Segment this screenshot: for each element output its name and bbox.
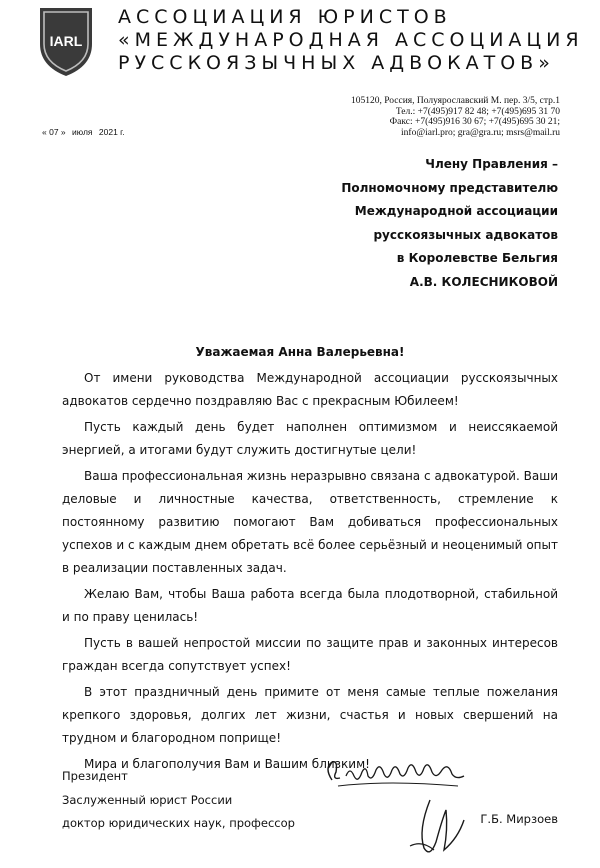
body-paragraph: Мира и благополучия Вам и Вашим близким! (84, 757, 370, 771)
letter-body (62, 367, 558, 779)
addressee-name: А.В. КОЛЕСНИКОВОЙ (409, 274, 558, 289)
contact-address: 105120, Россия, Полуярославский М. пер. 3/5, стр.1 (351, 96, 560, 106)
body-paragraph: Пусть в вашей непростой миссии по защите прав и законных интересов граждан всегда сопутствует успех! (62, 636, 558, 673)
body-paragraph: Пусть каждый день будет наполнен оптимизмом и неиссякаемой энергией, а итогами будут служить достигнутые цели! (62, 420, 558, 457)
contact-phone: Тел.: +7(495)917 82 48; +7(495)695 31 70 (395, 106, 560, 117)
body-paragraph: В этот праздничный день примите от меня самые теплые пожелания крепкого здоровья, долгих лет жизни, счастья и новых свершений на трудном и благородном поприще! (62, 685, 558, 745)
addressee-line-4: русскоязычных адвокатов (373, 227, 558, 242)
body-paragraph: Ваша профессиональная жизнь неразрывно связана с адвокатурой. Ваши деловые и личностные качества, ответственность, стремление к постоянному развитию помогают Вам добиваться профессиональных успехов и с каждым днем обретать всё более серьёзный и неоценимый опыт в реализации поставленных задач. (62, 469, 558, 575)
logo-text: IARL (49, 33, 83, 49)
addressee-block (341, 153, 558, 294)
date-year: 2021 г. (98, 127, 125, 137)
addressee-line-5: в Королевстве Бельгия (396, 251, 558, 265)
org-name-line-1: АССОЦИАЦИЯ ЮРИСТОВ (118, 6, 452, 28)
date-month: июля (72, 127, 93, 137)
signatory-title-2: Заслуженный юрист России (62, 792, 233, 807)
addressee-line-3: Международной ассоциации (354, 204, 558, 218)
addressee-line-1: Члену Правления – (425, 157, 558, 171)
letter-date (42, 127, 129, 137)
body-paragraph: Желаю Вам, чтобы Ваша работа всегда была плодотворной, стабильной и по праву ценилась! (62, 587, 558, 624)
date-day: « 07 » (42, 127, 66, 137)
contact-fax: Факс: +7(495)916 30 67; +7(495)695 30 21; (389, 117, 560, 127)
org-name-line-3: РУССКОЯЗЫЧНЫХ АДВОКАТОВ» (118, 52, 555, 74)
addressee-line-2: Полномочному представителю (341, 180, 558, 195)
signatory-title-3: доктор юридических наук, профессор (62, 816, 295, 830)
signatory-titles (62, 765, 295, 836)
contact-emails: info@iarl.pro; gra@gra.ru; msrs@mail.ru (401, 127, 560, 138)
contact-block (351, 96, 560, 138)
greeting: Уважаемая Анна Валерьевна! (195, 345, 405, 359)
handwritten-signature (318, 750, 478, 860)
body-paragraph: От имени руководства Международной ассоциации русскоязычных адвокатов сердечно поздравляю Вас с прекрасным Юбилеем! (62, 371, 558, 408)
signer-name: Г.Б. Мирзоев (480, 812, 558, 826)
signatory-title-1: Президент (62, 769, 128, 783)
org-name-line-2: «МЕЖДУНАРОДНАЯ АССОЦИАЦИЯ (118, 29, 584, 51)
